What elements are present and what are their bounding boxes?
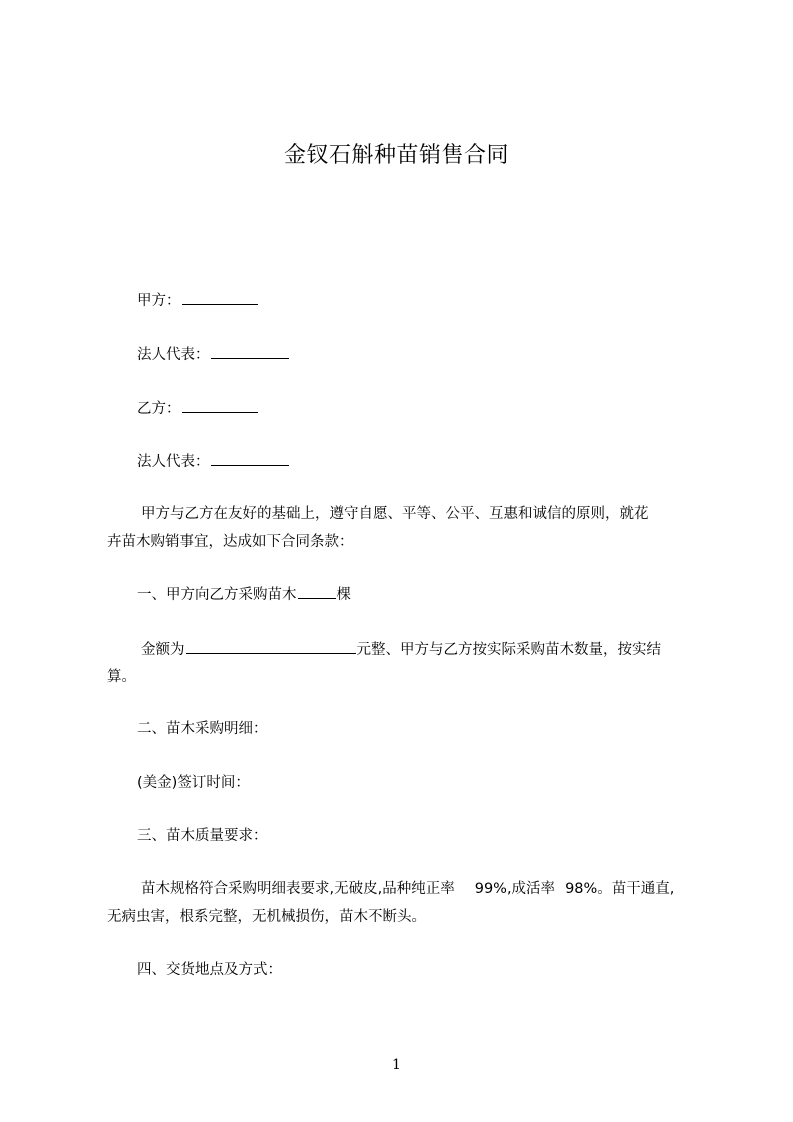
- quality-line-2: 无病虫害，根系完整，无机械损伤，苗木不断头。: [107, 909, 426, 925]
- section-1-suffix: 棵: [336, 587, 351, 603]
- section-1-line: [137, 584, 351, 605]
- page-title: 金钗石斛种苗销售合同: [283, 143, 509, 168]
- party-a-blank[interactable]: [182, 290, 258, 305]
- quality-text-a: 苗木规格符合采购明细表要求,无破皮,品种纯正率: [141, 881, 455, 897]
- party-b-line: [137, 398, 259, 419]
- quality-line-1: [141, 879, 674, 899]
- amount-line-1: [141, 639, 661, 660]
- party-a-label: 甲方：: [137, 293, 181, 309]
- section-2-heading: 二、苗木采购明细：: [137, 721, 268, 737]
- party-a-line: [137, 290, 259, 311]
- party-b-rep-line: [137, 451, 290, 472]
- page-number: 1: [392, 1057, 401, 1073]
- quantity-blank[interactable]: [298, 584, 336, 599]
- signing-time-line: (美金)签订时间：: [137, 775, 250, 791]
- amount-line-2: 算。: [107, 669, 136, 685]
- intro-line-2: 卉苗木购销事宜，达成如下合同条款：: [107, 534, 354, 550]
- section-1-prefix: 一、甲方向乙方采购苗木: [137, 587, 297, 603]
- party-a-rep-line: [137, 344, 290, 365]
- party-b-label: 乙方：: [137, 401, 181, 417]
- section-4-heading: 四、交货地点及方式：: [137, 962, 282, 978]
- intro-line-1: 甲方与乙方在友好的基础上，遵守自愿、平等、公平、互惠和诚信的原则，就花: [141, 506, 649, 522]
- amount-blank[interactable]: [186, 639, 356, 654]
- party-a-rep-blank[interactable]: [211, 344, 289, 359]
- section-3-heading: 三、苗木质量要求：: [137, 828, 268, 844]
- party-b-blank[interactable]: [182, 398, 258, 413]
- amount-suffix: 元整、甲方与乙方按实际采购苗木数量，按实结: [356, 642, 661, 658]
- party-b-rep-label: 法人代表：: [137, 454, 210, 470]
- party-a-rep-label: 法人代表：: [137, 347, 210, 363]
- survival-rate: 98%。苗干通直,: [565, 881, 675, 897]
- purity-rate: 99%,成活率: [474, 881, 556, 897]
- party-b-rep-blank[interactable]: [211, 451, 289, 466]
- amount-prefix: 金额为: [141, 642, 185, 658]
